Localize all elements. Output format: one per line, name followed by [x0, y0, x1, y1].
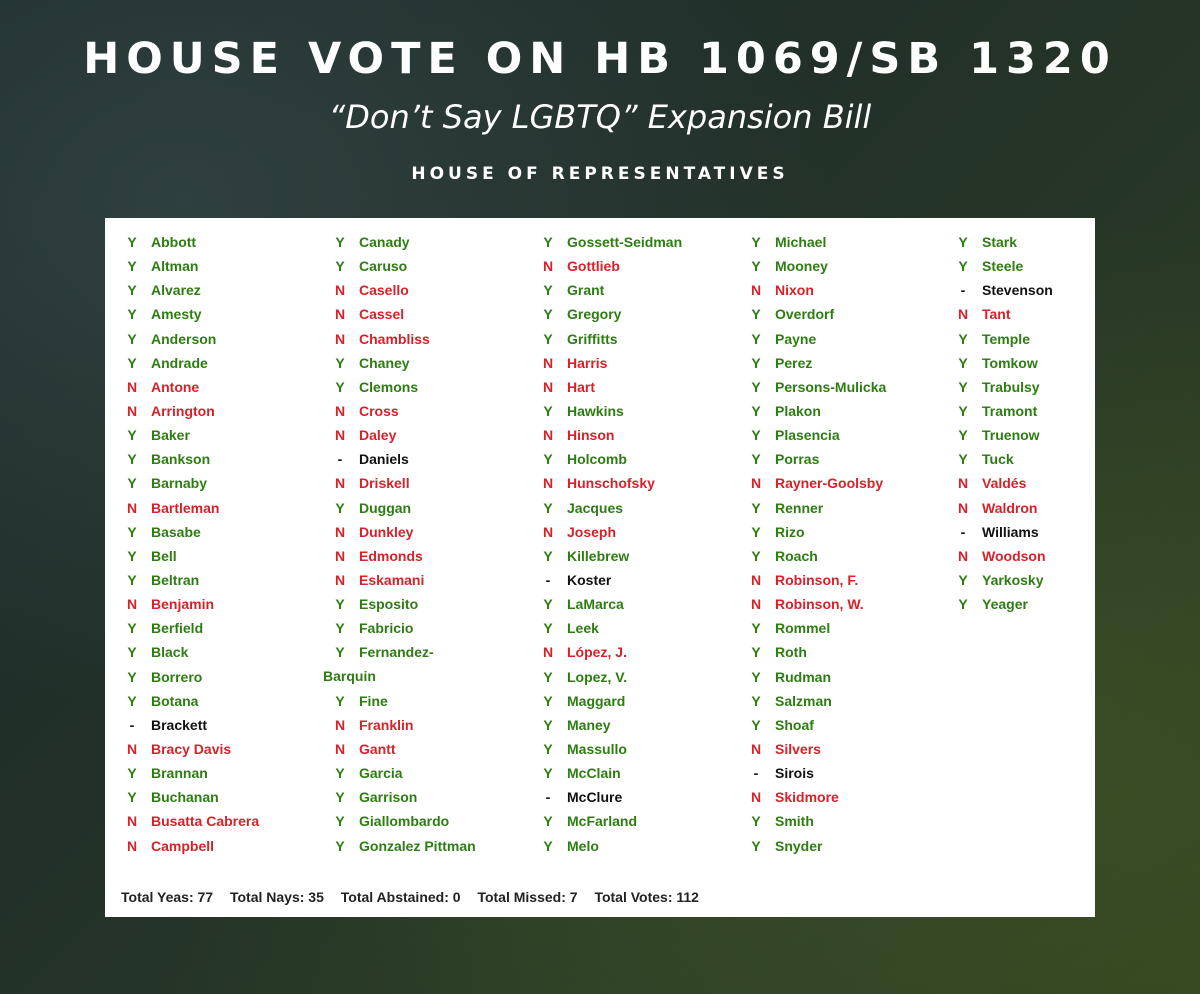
- vote-mark: -: [545, 789, 551, 806]
- vote-mark: Y: [751, 258, 761, 275]
- vote-mark: N: [334, 716, 346, 733]
- vote-mark: N: [542, 258, 554, 275]
- vote-mark: Y: [127, 258, 137, 275]
- representative-name: Fabricio: [359, 620, 414, 637]
- representative-name: Massullo: [567, 740, 627, 757]
- representative-name: Rudman: [775, 668, 831, 685]
- representative-name: Maggard: [567, 692, 626, 709]
- vote-mark: Y: [958, 258, 968, 275]
- vote-mark: Y: [543, 620, 553, 637]
- representative-name: Leek: [567, 620, 599, 637]
- vote-mark: Y: [543, 282, 553, 299]
- representative-name: Perez: [775, 354, 813, 371]
- vote-mark: N: [126, 837, 138, 854]
- representative-name: Canady: [359, 234, 410, 250]
- vote-mark: N: [126, 813, 138, 830]
- representative-name: Bartleman: [151, 499, 220, 516]
- vote-mark: N: [334, 475, 346, 492]
- representative-name: Joseph: [567, 523, 617, 540]
- vote-mark: N: [542, 475, 554, 492]
- vote-mark: -: [753, 765, 759, 782]
- vote-mark: Y: [751, 547, 761, 564]
- representative-name: Roth: [775, 644, 807, 661]
- representative-name: Campbell: [151, 837, 215, 854]
- vote-mark: N: [542, 644, 554, 661]
- representative-name: Jacques: [567, 499, 624, 516]
- representative-name: Fernandez-: [359, 644, 434, 661]
- vote-mark: Y: [335, 378, 345, 395]
- vote-mark: Y: [751, 523, 761, 540]
- representative-name: Gonzalez Pittman: [359, 837, 476, 854]
- vote-mark: Y: [335, 837, 345, 854]
- representative-name: Daniels: [359, 451, 409, 468]
- representative-name: Berfield: [151, 620, 204, 637]
- representative-name: Barnaby: [151, 475, 208, 492]
- vote-mark: Y: [543, 451, 553, 468]
- vote-mark: Y: [543, 716, 553, 733]
- representative-name: Franklin: [359, 716, 414, 733]
- vote-mark: Y: [127, 427, 137, 444]
- representative-name: Shoaf: [775, 716, 814, 733]
- vote-mark: -: [337, 451, 343, 468]
- vote-mark: N: [542, 523, 554, 540]
- vote-mark: Y: [958, 427, 968, 444]
- vote-mark: N: [126, 378, 138, 395]
- chamber-heading: HOUSE OF REPRESENTATIVES: [411, 164, 789, 184]
- representative-name: Sirois: [775, 765, 814, 782]
- representative-name: Altman: [151, 258, 199, 275]
- representative-name: Plakon: [775, 402, 821, 419]
- vote-mark: Y: [127, 451, 137, 468]
- representative-name: Koster: [567, 571, 612, 588]
- total-yeas: Total Yeas: 77: [121, 889, 214, 905]
- representative-name: Giallombardo: [359, 813, 450, 830]
- vote-mark: Y: [751, 451, 761, 468]
- representative-name: Overdorf: [775, 306, 835, 323]
- representative-name: Baker: [151, 427, 190, 444]
- vote-mark: N: [750, 282, 762, 299]
- vote-mark: Y: [543, 306, 553, 323]
- vote-mark: N: [957, 499, 969, 516]
- vote-mark: Y: [751, 378, 761, 395]
- representative-name: LaMarca: [567, 596, 624, 613]
- representative-name: Payne: [775, 330, 817, 347]
- page-title: HOUSE VOTE ON HB 1069/SB 1320: [83, 34, 1117, 84]
- vote-mark: Y: [958, 234, 968, 250]
- vote-mark: Y: [751, 402, 761, 419]
- vote-mark: Y: [127, 571, 137, 588]
- vote-mark: Y: [751, 692, 761, 709]
- vote-mark: N: [750, 596, 762, 613]
- vote-mark: Y: [751, 306, 761, 323]
- vote-mark: Y: [543, 740, 553, 757]
- vote-mark: Y: [127, 306, 137, 323]
- representative-name: Anderson: [151, 330, 217, 347]
- representative-name: Gossett-Seidman: [567, 234, 683, 250]
- vote-mark: Y: [335, 765, 345, 782]
- representative-name: Bracy Davis: [151, 740, 232, 757]
- representative-name: Waldron: [982, 499, 1038, 516]
- representative-name: Temple: [982, 330, 1030, 347]
- vote-mark: Y: [335, 499, 345, 516]
- representative-name: Edmonds: [359, 547, 423, 564]
- vote-mark: N: [334, 547, 346, 564]
- total-votes: Total Votes: 112: [594, 889, 699, 905]
- representative-name: Nixon: [775, 282, 814, 299]
- representative-name: Holcomb: [567, 451, 627, 468]
- vote-mark: N: [542, 427, 554, 444]
- representative-name: Alvarez: [151, 282, 201, 299]
- representative-name: Chambliss: [359, 330, 430, 347]
- vote-mark: Y: [543, 547, 553, 564]
- vote-mark: Y: [127, 547, 137, 564]
- vote-mark: Y: [543, 765, 553, 782]
- representative-name: Garcia: [359, 765, 403, 782]
- total-missed: Total Missed: 7: [477, 889, 578, 905]
- representative-name: Andrade: [151, 354, 208, 371]
- vote-mark: N: [126, 499, 138, 516]
- vote-mark: N: [542, 378, 554, 395]
- vote-mark: N: [334, 330, 346, 347]
- vote-mark: Y: [127, 620, 137, 637]
- vote-mark: N: [750, 571, 762, 588]
- vote-mark: Y: [751, 644, 761, 661]
- vote-mark: Y: [751, 813, 761, 830]
- representative-name: Robinson, W.: [775, 596, 864, 613]
- vote-mark: N: [334, 427, 346, 444]
- vote-mark: Y: [958, 451, 968, 468]
- page-subtitle: “Don’t Say LGBTQ” Expansion Bill: [328, 98, 872, 136]
- vote-mark: Y: [335, 354, 345, 371]
- vote-mark: -: [960, 282, 966, 299]
- representative-name: Tuck: [982, 451, 1014, 468]
- vote-mark: Y: [751, 837, 761, 854]
- vote-mark: N: [334, 571, 346, 588]
- vote-mark: Y: [335, 234, 345, 250]
- representative-name: Tant: [982, 306, 1011, 323]
- vote-mark: Y: [127, 789, 137, 806]
- vote-mark: Y: [543, 596, 553, 613]
- vote-mark: N: [750, 789, 762, 806]
- vote-mark: Y: [127, 523, 137, 540]
- vote-mark: Y: [127, 354, 137, 371]
- representative-name: McClure: [567, 789, 623, 806]
- representative-name: Amesty: [151, 306, 202, 323]
- representative-name: Lopez, V.: [567, 668, 628, 685]
- vote-mark: N: [334, 282, 346, 299]
- representative-name: Duggan: [359, 499, 412, 516]
- representative-name: Rommel: [775, 620, 831, 637]
- representative-name: Caruso: [359, 258, 408, 275]
- representative-name: Snyder: [775, 837, 823, 854]
- representative-name: Truenow: [982, 427, 1040, 444]
- vote-mark: Y: [127, 330, 137, 347]
- vote-mark: Y: [751, 330, 761, 347]
- representative-name: Yarkosky: [982, 571, 1044, 588]
- representative-name: Gregory: [567, 306, 622, 323]
- vote-mark: Y: [751, 234, 761, 250]
- representative-name: Casello: [359, 282, 409, 299]
- representative-name: Renner: [775, 499, 824, 516]
- representative-name: Salzman: [775, 692, 832, 709]
- representative-name: Grant: [567, 282, 605, 299]
- total-abstained: Total Abstained: 0: [340, 889, 461, 905]
- representative-name: Stevenson: [982, 282, 1053, 299]
- vote-mark: Y: [543, 837, 553, 854]
- representative-name: Persons-Mulicka: [775, 378, 887, 395]
- vote-mark: -: [960, 523, 966, 540]
- representative-name: Silvers: [775, 740, 821, 757]
- representative-name: Plasencia: [775, 427, 840, 444]
- representative-name: Rizo: [775, 523, 805, 540]
- representative-name: Beltran: [151, 571, 200, 588]
- representative-name: Tomkow: [982, 354, 1038, 371]
- representative-name: Chaney: [359, 354, 410, 371]
- representative-name: Arrington: [151, 402, 215, 419]
- vote-totals: [121, 889, 712, 905]
- representative-name: Melo: [567, 837, 599, 854]
- vote-mark: Y: [543, 330, 553, 347]
- representative-name: Porras: [775, 451, 820, 468]
- vote-mark: Y: [543, 692, 553, 709]
- representative-name: Esposito: [359, 596, 419, 613]
- representative-name-continued: Barquin: [323, 668, 376, 685]
- vote-mark: Y: [335, 692, 345, 709]
- vote-mark: N: [334, 523, 346, 540]
- representative-name: Botana: [151, 692, 199, 709]
- vote-mark: -: [129, 716, 135, 733]
- vote-mark: Y: [335, 620, 345, 637]
- vote-mark: Y: [335, 813, 345, 830]
- vote-mark: Y: [127, 475, 137, 492]
- vote-mark: Y: [543, 402, 553, 419]
- representative-name: Benjamin: [151, 596, 215, 613]
- vote-mark: Y: [751, 427, 761, 444]
- vote-roster-panel: [105, 218, 1095, 917]
- representative-name: Skidmore: [775, 789, 839, 806]
- representative-name: Daley: [359, 427, 397, 444]
- representative-name: Roach: [775, 547, 818, 564]
- representative-name: Tramont: [982, 402, 1038, 419]
- vote-mark: Y: [751, 716, 761, 733]
- representative-name: Williams: [982, 523, 1039, 540]
- representative-name: Bell: [151, 547, 177, 564]
- vote-mark: Y: [958, 571, 968, 588]
- representative-name: Hawkins: [567, 402, 624, 419]
- vote-mark: Y: [127, 668, 137, 685]
- representative-name: Woodson: [982, 547, 1046, 564]
- representative-name: Gantt: [359, 740, 396, 757]
- vote-mark: N: [334, 402, 346, 419]
- vote-mark: N: [750, 475, 762, 492]
- vote-mark: Y: [751, 668, 761, 685]
- representative-name: Fine: [359, 692, 388, 709]
- representative-name: Killebrew: [567, 547, 630, 564]
- representative-name: Steele: [982, 258, 1024, 275]
- vote-mark: N: [957, 306, 969, 323]
- vote-mark: N: [542, 354, 554, 371]
- representative-name: Borrero: [151, 668, 203, 685]
- vote-mark: Y: [543, 813, 553, 830]
- vote-mark: Y: [958, 330, 968, 347]
- representative-name: Cross: [359, 402, 399, 419]
- representative-name: Smith: [775, 813, 814, 830]
- vote-mark: Y: [127, 234, 137, 250]
- vote-mark: Y: [543, 234, 553, 250]
- representative-name: McFarland: [567, 813, 638, 830]
- vote-mark: Y: [127, 692, 137, 709]
- representative-name: Maney: [567, 716, 611, 733]
- vote-mark: N: [750, 740, 762, 757]
- representative-name: McClain: [567, 765, 621, 782]
- vote-mark: Y: [958, 354, 968, 371]
- representative-name: Hart: [567, 378, 596, 395]
- vote-mark: N: [334, 740, 346, 757]
- vote-mark: Y: [958, 402, 968, 419]
- representative-name: Brackett: [151, 716, 208, 733]
- representative-name: Rayner-Goolsby: [775, 475, 884, 492]
- vote-mark: N: [126, 402, 138, 419]
- vote-mark: Y: [127, 644, 137, 661]
- representative-name: Garrison: [359, 789, 418, 806]
- representative-name: Black: [151, 644, 189, 661]
- representative-name: Basabe: [151, 523, 201, 540]
- representative-name: Abbott: [151, 234, 197, 250]
- representative-name: Michael: [775, 234, 827, 250]
- representative-name: Clemons: [359, 378, 419, 395]
- representative-name: Hinson: [567, 427, 615, 444]
- vote-mark: -: [545, 571, 551, 588]
- representative-name: Hunschofsky: [567, 475, 655, 492]
- representative-name: Busatta Cabrera: [151, 813, 260, 830]
- representative-name: Yeager: [982, 596, 1028, 613]
- vote-mark: Y: [751, 499, 761, 516]
- vote-mark: N: [334, 306, 346, 323]
- vote-mark: Y: [543, 499, 553, 516]
- representative-name: Gottlieb: [567, 258, 620, 275]
- representative-name: Mooney: [775, 258, 828, 275]
- vote-mark: N: [957, 475, 969, 492]
- representative-name: Buchanan: [151, 789, 219, 806]
- representative-name: López, J.: [567, 644, 627, 661]
- representative-name: Bankson: [151, 451, 211, 468]
- representative-name: Trabulsy: [982, 378, 1040, 395]
- vote-mark: Y: [335, 789, 345, 806]
- representative-name: Cassel: [359, 306, 405, 323]
- vote-mark: Y: [335, 644, 345, 661]
- representative-name: Robinson, F.: [775, 571, 859, 588]
- vote-mark: N: [126, 740, 138, 757]
- representative-name: Dunkley: [359, 523, 414, 540]
- representative-name: Harris: [567, 354, 608, 371]
- vote-mark: Y: [543, 668, 553, 685]
- representative-name: Driskell: [359, 475, 410, 492]
- vote-mark: Y: [958, 378, 968, 395]
- vote-mark: Y: [127, 765, 137, 782]
- vote-mark: Y: [335, 258, 345, 275]
- vote-mark: Y: [751, 620, 761, 637]
- vote-mark: Y: [751, 354, 761, 371]
- representative-name: Eskamani: [359, 571, 425, 588]
- representative-name: Griffitts: [567, 330, 618, 347]
- vote-mark: Y: [127, 282, 137, 299]
- total-nays: Total Nays: 35: [229, 889, 324, 905]
- vote-mark: N: [126, 596, 138, 613]
- representative-name: Brannan: [151, 765, 208, 782]
- vote-mark: N: [957, 547, 969, 564]
- representative-name: Valdés: [982, 475, 1027, 492]
- vote-mark: Y: [335, 596, 345, 613]
- vote-mark: Y: [958, 596, 968, 613]
- representative-name: Stark: [982, 234, 1018, 250]
- representative-name: Antone: [151, 378, 200, 395]
